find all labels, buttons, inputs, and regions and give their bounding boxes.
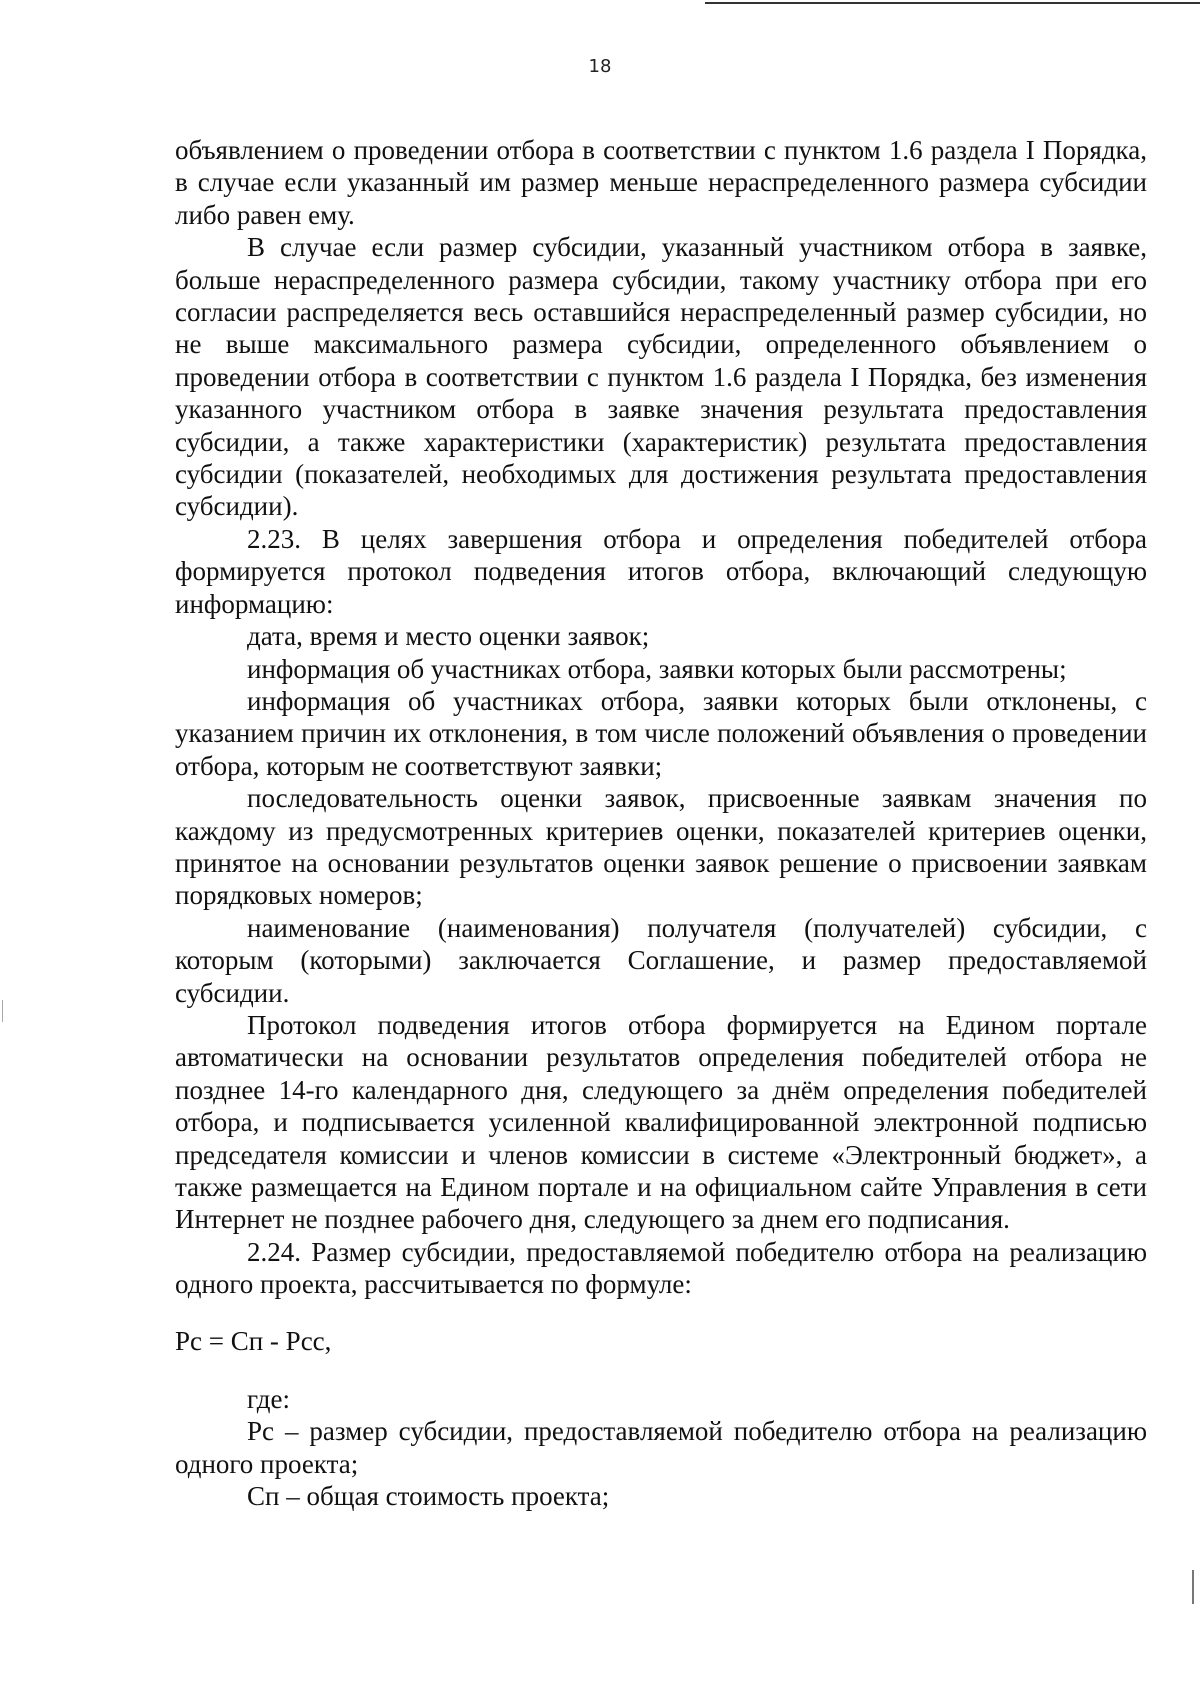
paragraph-continuation: объявлением о проведении отбора в соответствии с пунктом 1.6 раздела I Порядка, в случае если указанный им размер меньше нераспределенного размера субсидии либо равен ему. — [175, 135, 1147, 230]
formula-where: где: — [247, 1384, 290, 1415]
document-body — [175, 134, 1147, 1513]
list-item-rejected-participants: информация об участниках отбора, заявки которых были отклонены, с указанием причин их отклонения, в том числе положений объявления о проведении отбора, которым не соответствуют заявки; — [175, 685, 1147, 781]
scan-edge-mark — [1192, 1570, 1194, 1604]
paragraph-2-24: 2.24. Размер субсидии, предоставляемой победителю отбора на реализацию одного проекта, рассчитывается по формуле: — [175, 1236, 1147, 1300]
list-item-recipient-name: наименование (наименования) получателя (получателей) субсидии, с которым (которыми) заключается Соглашение, и размер предоставляемой субсидии. — [175, 912, 1147, 1008]
list-item-evaluation-sequence: последовательность оценки заявок, присвоенные заявкам значения по каждому из предусмотренных критериев оценки, показателей критериев оценки, принятое на основании результатов оценки заявок решение о присвоении заявкам порядковых номеров; — [175, 783, 1147, 911]
formula-definition-sp: Сп – общая стоимость проекта; — [247, 1481, 610, 1512]
list-item-date-time-place: дата, время и место оценки заявок; — [247, 621, 650, 652]
scan-edge-mark-left — [2, 1000, 3, 1022]
formula: Рс = Сп - Рсс, — [175, 1325, 332, 1356]
formula-definition-rs: Рс – размер субсидии, предоставляемой победителю отбора на реализацию одного проекта; — [175, 1416, 1147, 1479]
paragraph-protocol-formation: Протокол подведения итогов отбора формируется на Едином портале автоматически на основании результатов определения победителей отбора не позднее 14-го календарного дня, следующего за днём определения победителей отбора, и подписывается усиленной квалифицированной электронной подписью председателя комиссии и членов комиссии в системе «Электронный бюджет», а также размещается на Едином портале и на официальном сайте Управления в сети Интернет не позднее рабочего дня, следующего за днем его подписания. — [175, 1009, 1147, 1235]
paragraph-2-23: 2.23. В целях завершения отбора и определения победителей отбора формируется протокол подведения итогов отбора, включающий следующую информацию: — [175, 523, 1147, 619]
page-number: 18 — [588, 56, 612, 77]
list-item-considered-participants: информация об участниках отбора, заявки которых были рассмотрены; — [247, 653, 1067, 684]
scan-top-rule — [705, 2, 1200, 4]
paragraph-unallocated-subsidy: В случае если размер субсидии, указанный участником отбора в заявке, больше нераспределенного размера субсидии, такому участнику отбора при его согласии распределяется весь оставшийся нераспределенный размер субсидии, но не выше максимального размера субсидии, определенного объявлением о проведении отбора в соответствии с пунктом 1.6 раздела I Порядка, без изменения указанного участником отбора в заявке значения результата предоставления субсидии, а также характеристики (характеристик) результата предоставления субсидии (показателей, необходимых для достижения результата предоставления субсидии). — [175, 232, 1147, 522]
